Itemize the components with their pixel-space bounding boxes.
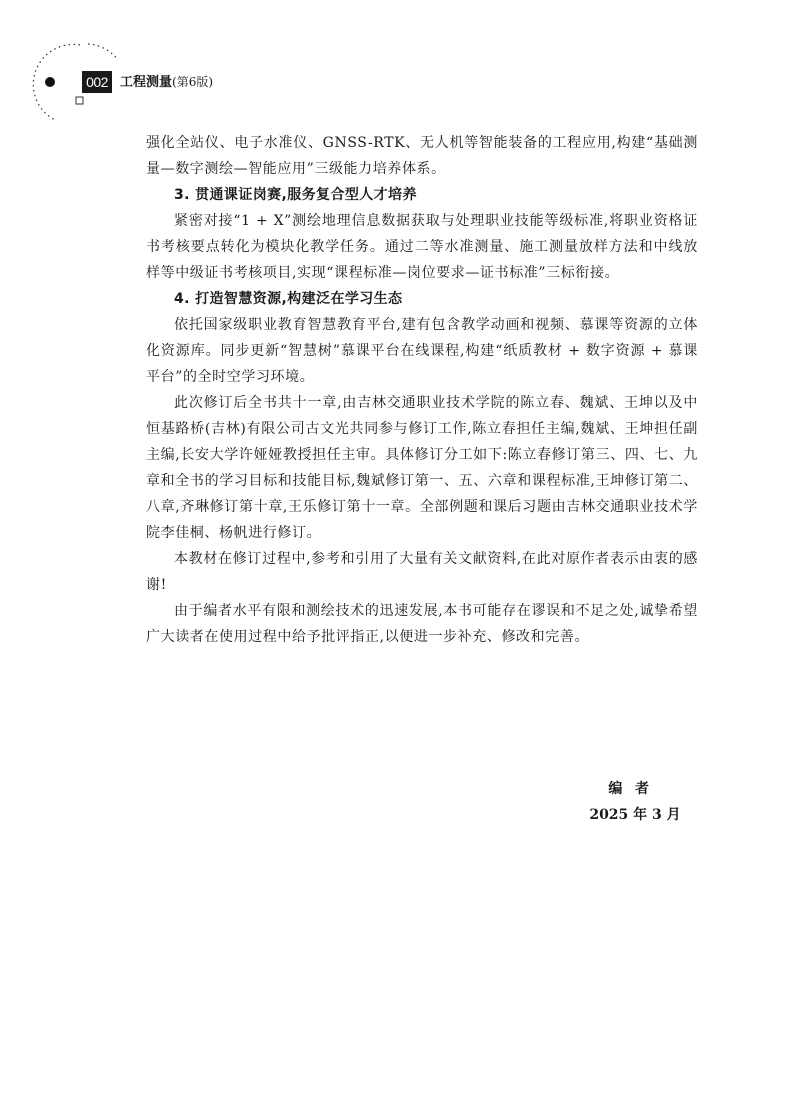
book-title: 工程测量	[120, 75, 173, 90]
paragraph: 此次修订后全书共十一章,由吉林交通职业技术学院的陈立春、魏斌、王坤以及中恒基路桥(吉林)有限公司古文光共同参与修订工作,陈立春担任主编,魏斌、王坤担任副主编,长安大学许娅娅教授担任主审。具体修订分工如下:陈立春修订第三、四、七、九章和全书的学习目标和技能目标,魏斌修订第一、五、六章和课程标准,王坤修订第二、八章,齐琳修订第十章,王乐修订第十一章。全部例题和课后习题由吉林交通职业技术学院李佳桐、杨帆进行修订。	[146, 395, 698, 541]
paragraph-continued: 强化全站仪、电子水准仪、GNSS-RTK、无人机等智能装备的工程应用,构建“基础测量—数字测绘—智能应用”三级能力培养体系。	[146, 135, 698, 177]
signature-block	[560, 776, 710, 828]
paragraph: 依托国家级职业教育智慧教育平台,建有包含教学动画和视频、慕课等资源的立体化资源库。同步更新“智慧树”慕课平台在线课程,构建“纸质教材 + 数字资源 + 慕课平台”的全时空学习环境。	[146, 317, 698, 385]
signature-author: 编者	[608, 781, 662, 797]
section-heading-3: 3. 贯通课证岗赛,服务复合型人才培养	[174, 187, 417, 203]
paragraph: 由于编者水平有限和测绘技术的迅速发展,本书可能存在谬误和不足之处,诚挚希望广大读者在使用过程中给予批评指正,以便进一步补充、修改和完善。	[146, 603, 698, 645]
signature-date: 2025 年 3 月	[589, 807, 681, 823]
section-heading-4: 4. 打造智慧资源,构建泛在学习生态	[174, 291, 403, 307]
page-body	[146, 130, 698, 650]
book-edition: (第6版)	[172, 75, 214, 89]
running-header-title	[120, 73, 213, 92]
paragraph: 紧密对接“1 + X”测绘地理信息数据获取与处理职业技能等级标准,将职业资格证书考核要点转化为模块化教学任务。通过二等水准测量、施工测量放样方法和中线放样等中级证书考核项目,实现“课程标准—岗位要求—证书标准”三标衔接。	[146, 213, 698, 281]
paragraph: 本教材在修订过程中,参考和引用了大量有关文献资料,在此对原作者表示由衷的感谢!	[146, 551, 698, 593]
page-number: 002	[82, 71, 112, 93]
